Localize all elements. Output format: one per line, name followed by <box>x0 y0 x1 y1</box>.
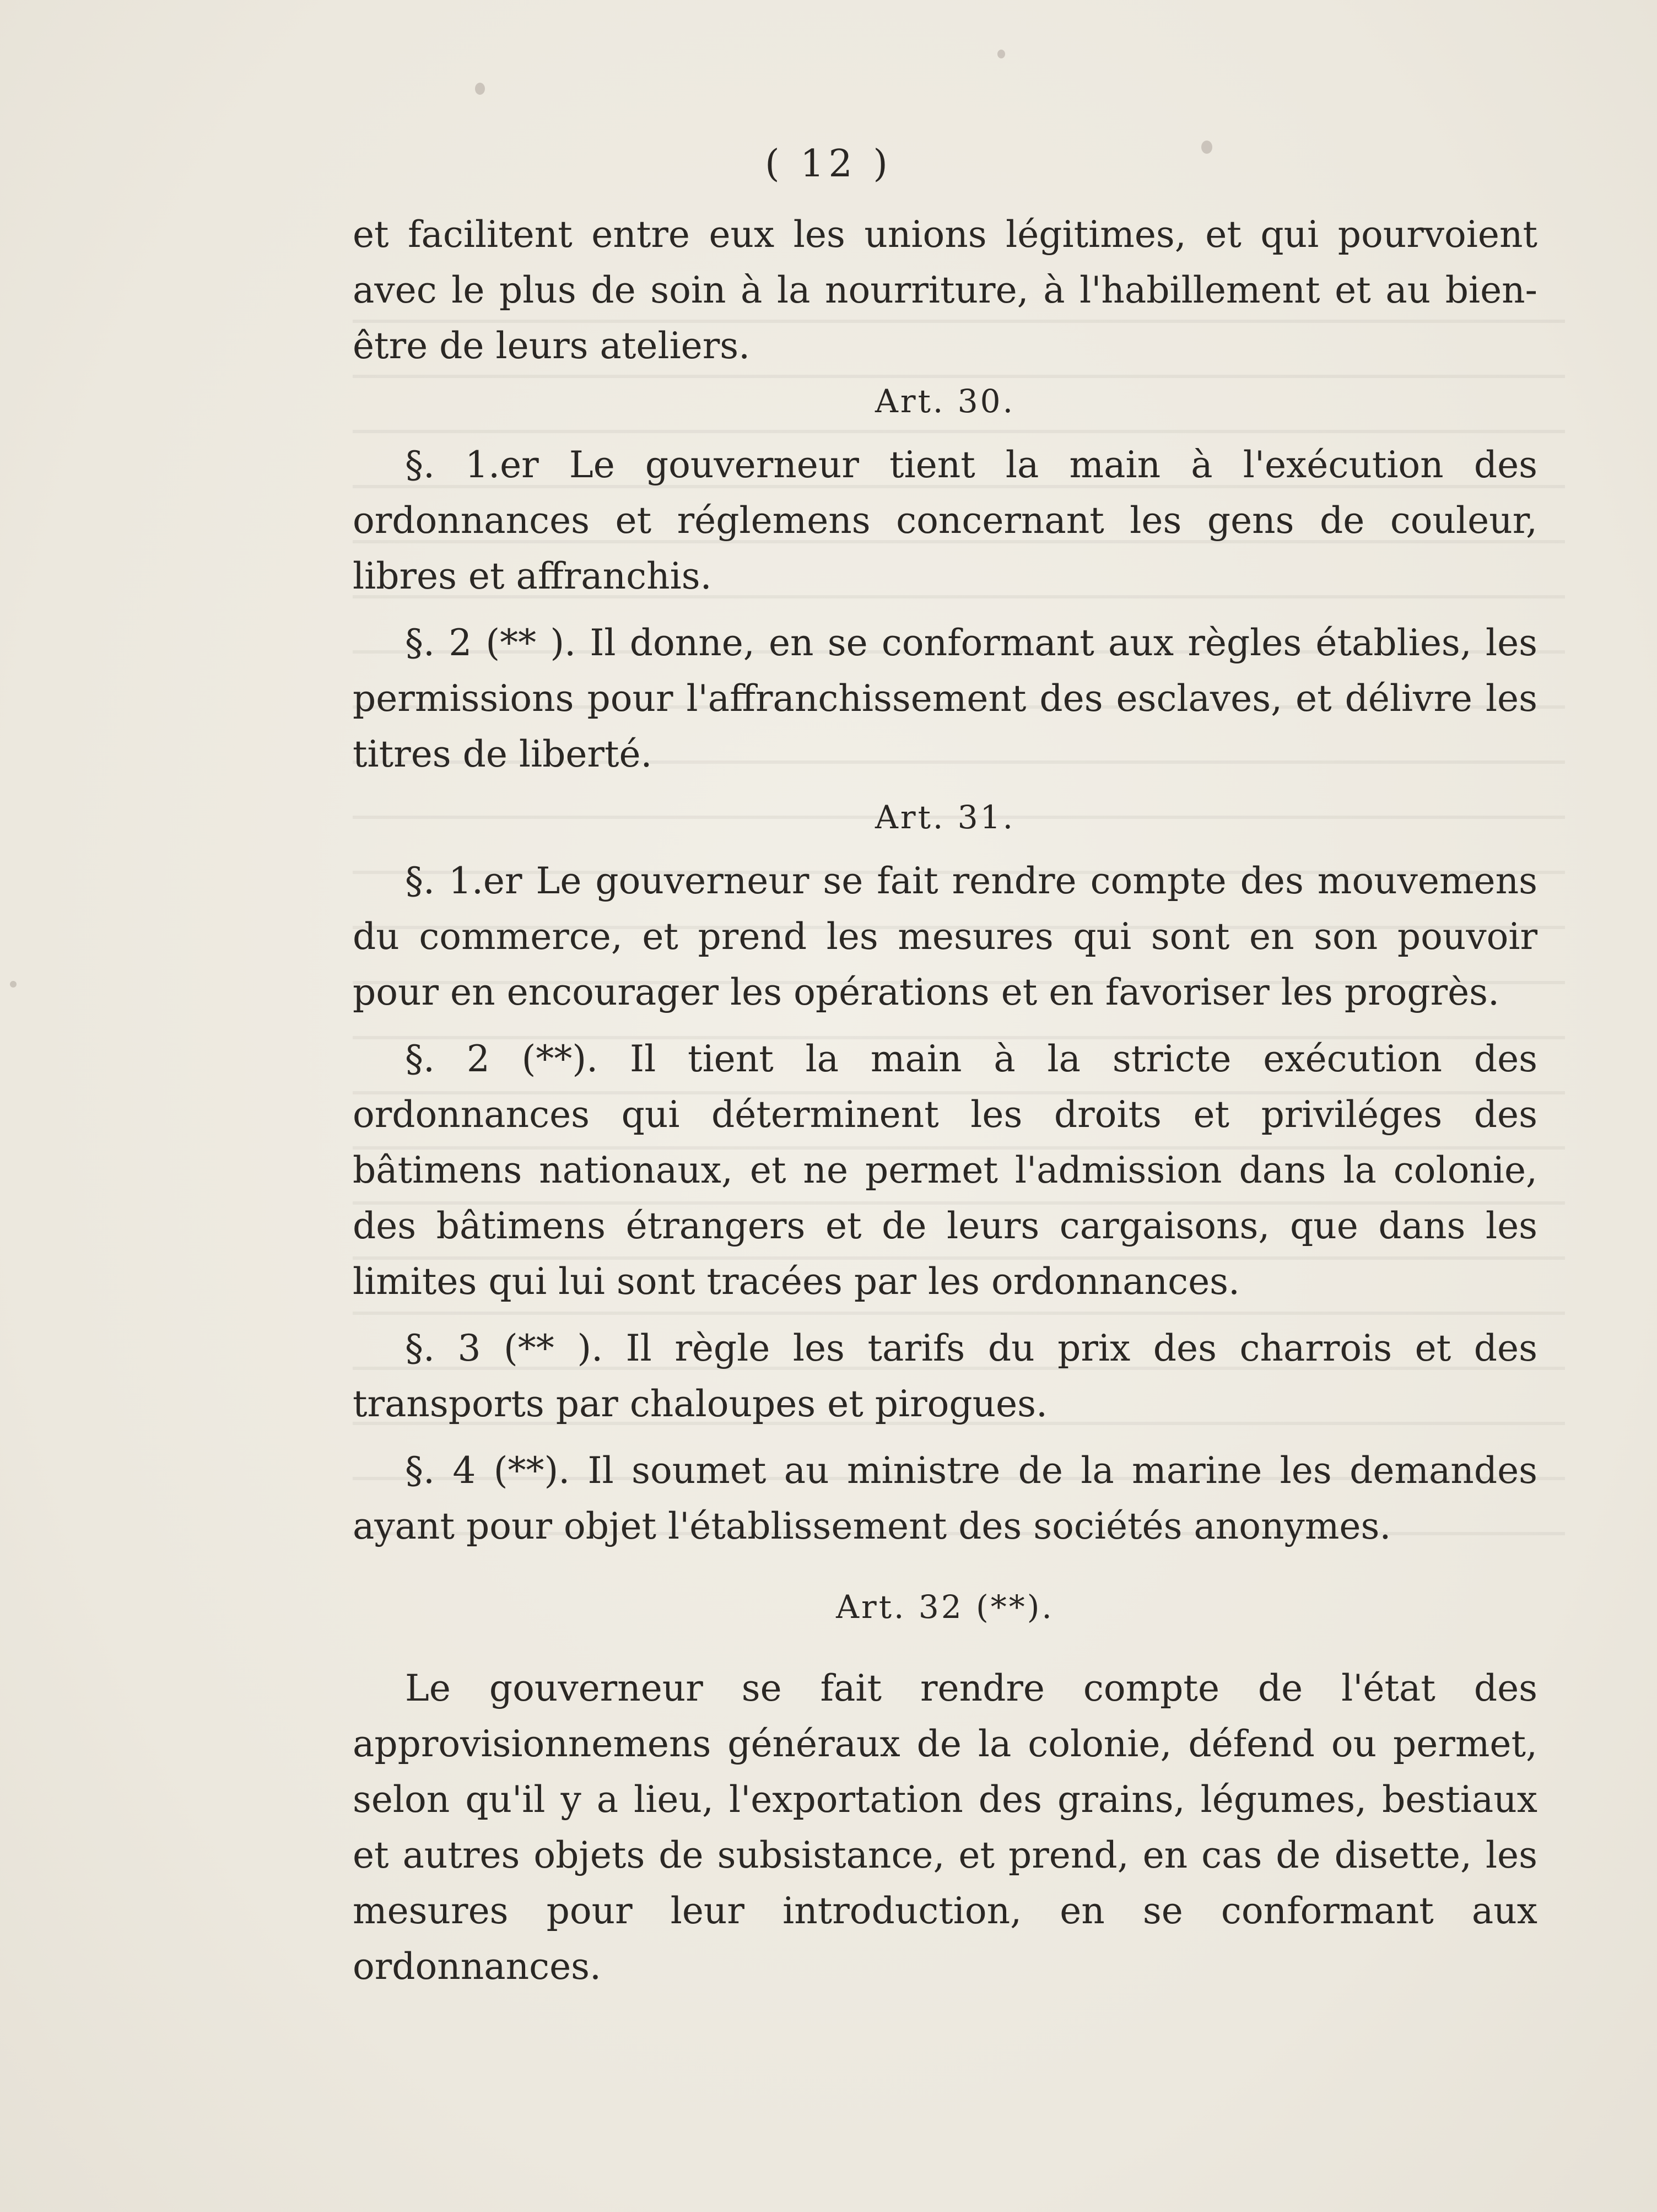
article-32-body: Le gouverneur se fait rendre compte de l'état des approvisionnemens généraux de la colonie, défend ou permet, selon qu'il y a lieu, l'exportation des grains, légumes, bestiaux et autres objets de subsistance, et prend, en cas de disette, les mesures pour leur introduction, en se conformant aux ordonnances. <box>353 1667 1537 1988</box>
paper-spot <box>997 50 1005 58</box>
paragraph-continuation: et facilitent entre eux les unions légitimes, et qui pourvoient avec le plus de soin à la nourriture, à l'habillement et au bien-être de leurs ateliers. <box>353 213 1537 367</box>
article-31-section-1: §. 1.er Le gouverneur se fait rendre compte des mouvemens du commerce, et prend les mesures qui sont en son pouvoir pour en encourager les opérations et en favoriser les progrès. <box>353 860 1537 1013</box>
article-heading-30: Art. 30. <box>875 382 1016 420</box>
article-31-section-4: §. 4 (**). Il soumet au ministre de la marine les demandes ayant pour objet l'établissement des sociétés anonymes. <box>353 1449 1537 1547</box>
article-31-section-2: §. 2 (**). Il tient la main à la stricte exécution des ordonnances qui déterminent les droits et priviléges des bâtimens nationaux, et ne permet l'admission dans la colonie, des bâtimens étrangers et de leurs cargaisons, que dans les limites qui lui sont tracées par les ordonnances. <box>353 1038 1537 1303</box>
article-30-section-2: §. 2 (** ). Il donne, en se conformant aux règles établies, les permissions pour l'affranchissement des esclaves, et délivre les titres de liberté. <box>353 622 1537 775</box>
paper-spot <box>475 83 485 95</box>
article-30-section-1: §. 1.er Le gouverneur tient la main à l'exécution des ordonnances et réglemens concernant les gens de couleur, libres et affranchis. <box>353 444 1537 597</box>
page-number: ( 12 ) <box>765 142 892 186</box>
article-heading-32: Art. 32 (**). <box>836 1588 1054 1626</box>
body-text <box>353 207 1537 1994</box>
article-31-section-3: §. 3 (** ). Il règle les tarifs du prix des charrois et des transports par chaloupes et pirogues. <box>353 1327 1537 1425</box>
paper-spot <box>10 981 17 988</box>
article-heading-31: Art. 31. <box>875 799 1016 836</box>
